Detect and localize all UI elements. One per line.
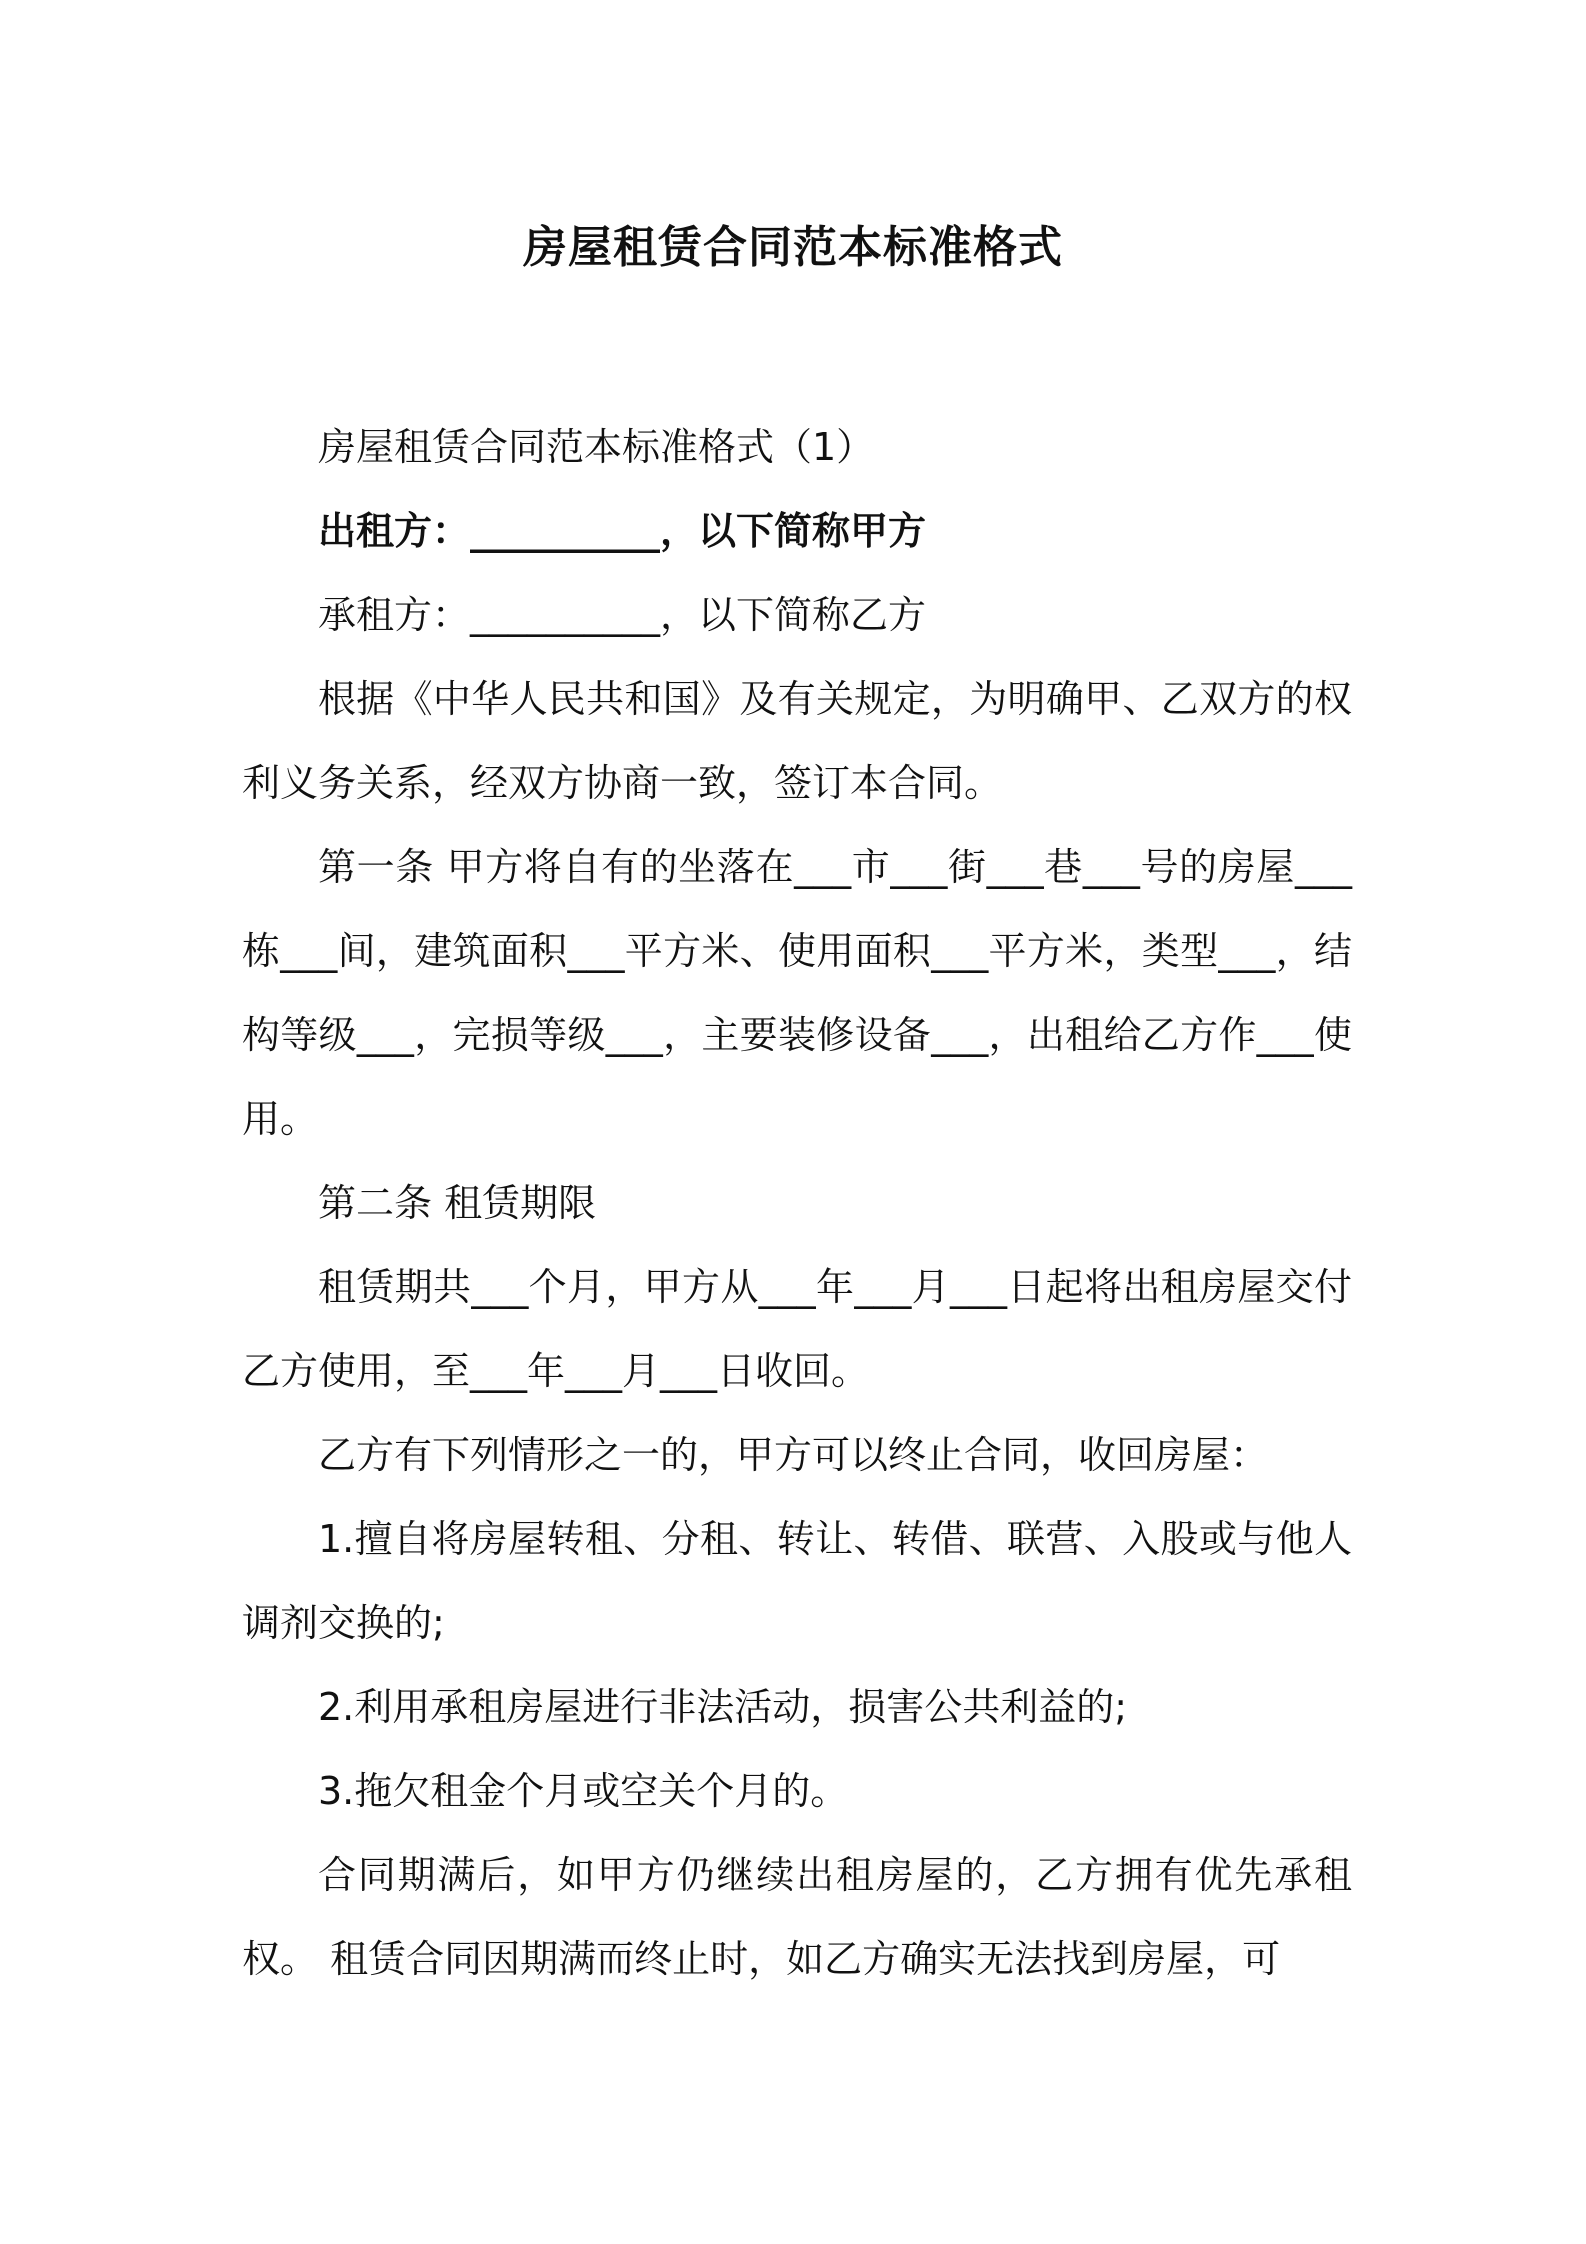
- article-1-paragraph: 第一条 甲方将自有的坐落在___市___街___巷___号的房屋___栋___间，建筑面积___平方米、使用面积___平方米，类型___，结构等级___，完损等级___，主要装修设备___，出租给乙方作___使用。: [242, 845, 1352, 1141]
- renewal-paragraph: 合同期满后，如甲方仍继续出租房屋的，乙方拥有优先承租权。 租赁合同因期满而终止时，如乙方确实无法找到房屋，可: [242, 1853, 1352, 1981]
- termination-conditions-intro: 乙方有下列情形之一的，甲方可以终止合同，收回房屋：: [318, 1433, 1269, 1477]
- document-title: 房屋租赁合同范本标准格式: [523, 222, 1063, 273]
- lease-term-paragraph: 租赁期共___个月，甲方从___年___月___日起将出租房屋交付乙方使用，至___年___月___日收回。: [242, 1265, 1352, 1393]
- section-heading: 房屋租赁合同范本标准格式（1）: [318, 425, 875, 469]
- document-body: [242, 405, 1352, 2001]
- lessee-line: 承租方：__________，以下简称乙方: [318, 593, 927, 637]
- termination-condition-3: 3.拖欠租金个月或空关个月的。: [318, 1769, 849, 1813]
- lessor-line: 出租方：__________，以下简称甲方: [318, 509, 927, 553]
- article-2-heading: 第二条 租赁期限: [318, 1181, 597, 1225]
- preamble-paragraph: 根据《中华人民共和国》及有关规定，为明确甲、乙双方的权利义务关系，经双方协商一致，签订本合同。: [242, 677, 1352, 805]
- termination-condition-2: 2.利用承租房屋进行非法活动，损害公共利益的;: [318, 1685, 1128, 1729]
- termination-condition-1: 1.擅自将房屋转租、分租、转让、转借、联营、入股或与他人调剂交换的;: [242, 1517, 1352, 1645]
